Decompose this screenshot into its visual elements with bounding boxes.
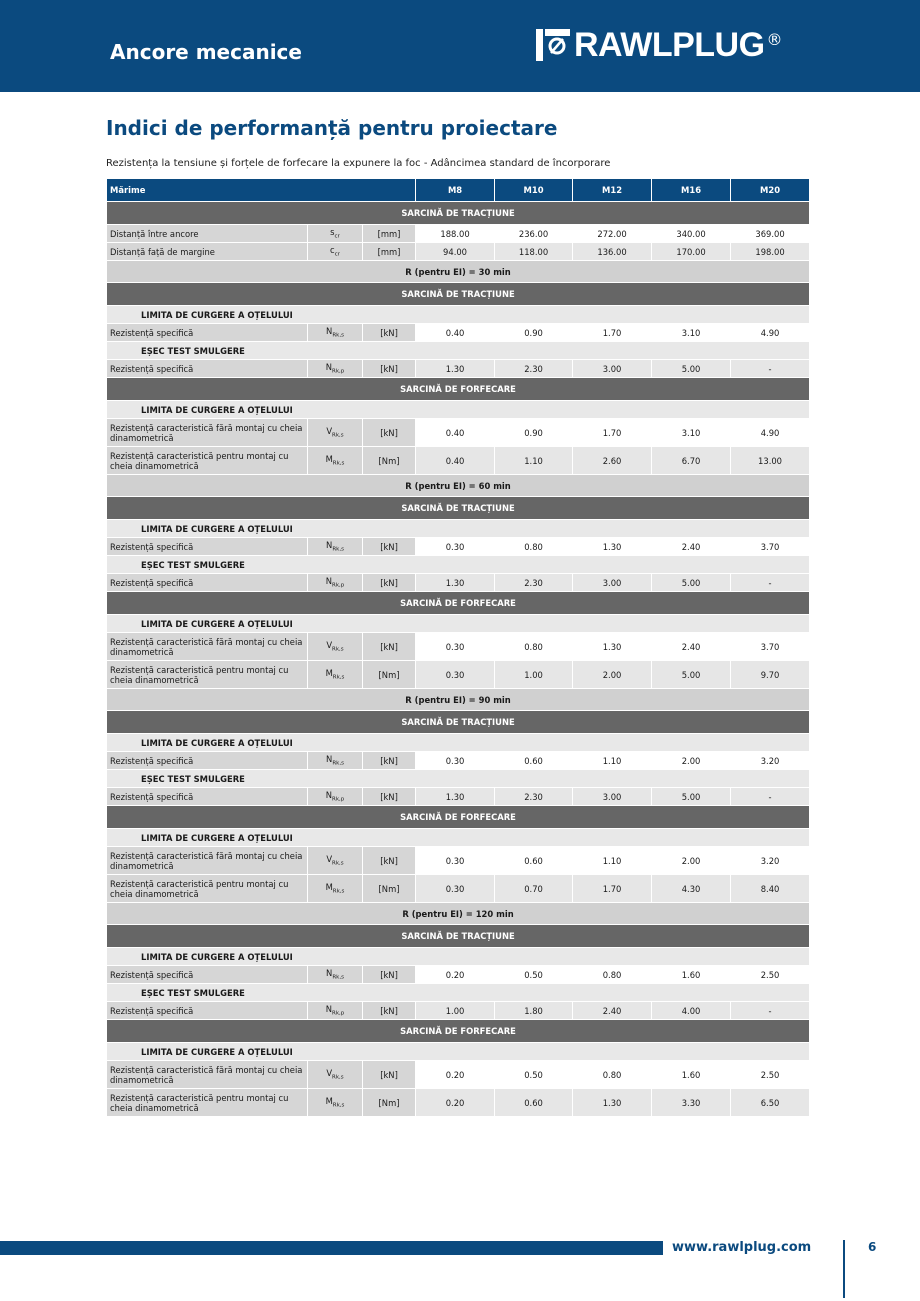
fire-rating-band xyxy=(107,689,810,711)
row-symbol: $V_{Rk,s}$ xyxy=(308,1061,363,1089)
subsection-heading-label: LIMITA DE CURGERE A OȚELULUI xyxy=(107,734,810,752)
size-header: Mărime xyxy=(107,179,416,202)
row-unit: [kN] xyxy=(363,1061,416,1089)
table-row xyxy=(107,1002,810,1020)
row-label: Rezistență specifică xyxy=(107,1002,308,1020)
section-banner xyxy=(107,1020,810,1043)
cell-value: 170.00 xyxy=(652,243,731,261)
cell-value: 1.70 xyxy=(573,875,652,903)
cell-value: 1.00 xyxy=(495,661,573,689)
subsection-heading xyxy=(107,984,810,1002)
subsection-heading xyxy=(107,342,810,360)
cell-value: 0.90 xyxy=(495,419,573,447)
table-row xyxy=(107,419,810,447)
subsection-heading xyxy=(107,734,810,752)
subsection-heading-label: EȘEC TEST SMULGERE xyxy=(107,342,810,360)
page-header xyxy=(0,0,920,92)
row-label: Rezistență caracteristică pentru montaj cu cheia dinamometrică xyxy=(107,875,308,903)
table-row xyxy=(107,324,810,342)
cell-value: 1.10 xyxy=(495,447,573,475)
row-unit: [mm] xyxy=(363,243,416,261)
cell-value: 5.00 xyxy=(652,574,731,592)
page-number: 6 xyxy=(868,1240,877,1254)
cell-value: 2.00 xyxy=(573,661,652,689)
cell-value: 4.30 xyxy=(652,875,731,903)
size-col-m10: M10 xyxy=(495,179,573,202)
row-unit: [kN] xyxy=(363,788,416,806)
table-row xyxy=(107,847,810,875)
section-banner xyxy=(107,283,810,306)
section-banner xyxy=(107,497,810,520)
row-symbol: $M_{Rk,s}$ xyxy=(308,1089,363,1117)
table-row xyxy=(107,875,810,903)
table-row xyxy=(107,1061,810,1089)
section-banner xyxy=(107,925,810,948)
performance-table xyxy=(106,178,810,1117)
row-unit: [kN] xyxy=(363,574,416,592)
table-row xyxy=(107,661,810,689)
row-label: Rezistență caracteristică pentru montaj cu cheia dinamometrică xyxy=(107,661,308,689)
cell-value: - xyxy=(731,1002,810,1020)
cell-value: 1.10 xyxy=(573,847,652,875)
table-row xyxy=(107,574,810,592)
cell-value: - xyxy=(731,574,810,592)
subsection-heading-label: EȘEC TEST SMULGERE xyxy=(107,556,810,574)
cell-value: - xyxy=(731,788,810,806)
cell-value: 1.30 xyxy=(573,538,652,556)
cell-value: 5.00 xyxy=(652,360,731,378)
banner-label: SARCINĂ DE TRACȚIUNE xyxy=(107,202,810,225)
cell-value: - xyxy=(731,360,810,378)
cell-value: 0.50 xyxy=(495,1061,573,1089)
row-unit: [kN] xyxy=(363,360,416,378)
row-label: Distanță față de margine xyxy=(107,243,308,261)
size-col-m12: M12 xyxy=(573,179,652,202)
table-row xyxy=(107,788,810,806)
row-label: Rezistență caracteristică pentru montaj cu cheia dinamometrică xyxy=(107,1089,308,1117)
subsection-heading xyxy=(107,948,810,966)
cell-value: 0.80 xyxy=(495,633,573,661)
row-unit: [kN] xyxy=(363,1002,416,1020)
row-symbol: $c_{cr}$ xyxy=(308,243,363,261)
cell-value: 3.70 xyxy=(731,538,810,556)
subsection-heading-label: EȘEC TEST SMULGERE xyxy=(107,770,810,788)
cell-value: 1.80 xyxy=(495,1002,573,1020)
table-row xyxy=(107,538,810,556)
row-unit: [kN] xyxy=(363,966,416,984)
cell-value: 4.00 xyxy=(652,1002,731,1020)
brand-name: RAWLPLUG xyxy=(574,26,765,64)
cell-value: 3.00 xyxy=(573,574,652,592)
cell-value: 4.90 xyxy=(731,324,810,342)
cell-value: 2.60 xyxy=(573,447,652,475)
section-banner-label: SARCINĂ DE TRACȚIUNE xyxy=(107,497,810,520)
cell-value: 9.70 xyxy=(731,661,810,689)
subsection-heading-label: LIMITA DE CURGERE A OȚELULUI xyxy=(107,401,810,419)
subsection-heading xyxy=(107,615,810,633)
cell-value: 1.00 xyxy=(416,1002,495,1020)
row-symbol: $N_{Rk,p}$ xyxy=(308,574,363,592)
cell-value: 0.30 xyxy=(416,538,495,556)
cell-value: 3.10 xyxy=(652,324,731,342)
row-symbol: $N_{Rk,s}$ xyxy=(308,966,363,984)
cell-value: 0.60 xyxy=(495,1089,573,1117)
rawlplug-logo xyxy=(536,28,783,62)
subsection-heading-label: LIMITA DE CURGERE A OȚELULUI xyxy=(107,1043,810,1061)
row-symbol: $N_{Rk,s}$ xyxy=(308,752,363,770)
subsection-heading xyxy=(107,401,810,419)
cell-value: 3.10 xyxy=(652,419,731,447)
cell-value: 0.30 xyxy=(416,661,495,689)
page-title: Indici de performanță pentru proiectare xyxy=(106,116,558,140)
row-symbol: $N_{Rk,s}$ xyxy=(308,324,363,342)
subsection-heading xyxy=(107,1043,810,1061)
cell-value: 2.50 xyxy=(731,1061,810,1089)
row-symbol: $M_{Rk,s}$ xyxy=(308,661,363,689)
cell-value: 6.70 xyxy=(652,447,731,475)
cell-value: 0.80 xyxy=(573,1061,652,1089)
row-symbol: $V_{Rk,s}$ xyxy=(308,633,363,661)
cell-value: 118.00 xyxy=(495,243,573,261)
cell-value: 1.30 xyxy=(573,633,652,661)
section-banner-label: SARCINĂ DE TRACȚIUNE xyxy=(107,925,810,948)
row-unit: [Nm] xyxy=(363,875,416,903)
size-col-m16: M16 xyxy=(652,179,731,202)
cell-value: 2.30 xyxy=(495,574,573,592)
cell-value: 0.60 xyxy=(495,752,573,770)
cell-value: 94.00 xyxy=(416,243,495,261)
cell-value: 369.00 xyxy=(731,225,810,243)
table-row xyxy=(107,360,810,378)
cell-value: 0.60 xyxy=(495,847,573,875)
cell-value: 1.70 xyxy=(573,419,652,447)
cell-value: 272.00 xyxy=(573,225,652,243)
cell-value: 0.90 xyxy=(495,324,573,342)
row-label: Rezistență caracteristică fără montaj cu cheia dinamometrică xyxy=(107,1061,308,1089)
footer-website-link[interactable]: www.rawlplug.com xyxy=(672,1240,812,1255)
table-row xyxy=(107,225,810,243)
cell-value: 198.00 xyxy=(731,243,810,261)
row-unit: [kN] xyxy=(363,419,416,447)
table-row xyxy=(107,1089,810,1117)
cell-value: 3.20 xyxy=(731,752,810,770)
row-label: Rezistență caracteristică fără montaj cu cheia dinamometrică xyxy=(107,633,308,661)
cell-value: 3.00 xyxy=(573,788,652,806)
cell-value: 0.40 xyxy=(416,419,495,447)
row-unit: [Nm] xyxy=(363,661,416,689)
cell-value: 1.30 xyxy=(416,574,495,592)
subsection-heading xyxy=(107,829,810,847)
row-unit: [Nm] xyxy=(363,1089,416,1117)
row-label: Rezistență caracteristică fără montaj cu cheia dinamometrică xyxy=(107,847,308,875)
table-row xyxy=(107,447,810,475)
cell-value: 13.00 xyxy=(731,447,810,475)
section-banner xyxy=(107,202,810,225)
table-row xyxy=(107,243,810,261)
table-row xyxy=(107,966,810,984)
cell-value: 0.50 xyxy=(495,966,573,984)
row-symbol: $N_{Rk,p}$ xyxy=(308,788,363,806)
row-unit: [Nm] xyxy=(363,447,416,475)
section-banner xyxy=(107,378,810,401)
cell-value: 3.20 xyxy=(731,847,810,875)
cell-value: 4.90 xyxy=(731,419,810,447)
fire-rating-band xyxy=(107,475,810,497)
subsection-heading-label: LIMITA DE CURGERE A OȚELULUI xyxy=(107,306,810,324)
registered-mark: ® xyxy=(766,30,783,49)
cell-value: 5.00 xyxy=(652,788,731,806)
cell-value: 2.30 xyxy=(495,360,573,378)
cell-value: 0.80 xyxy=(495,538,573,556)
size-col-m20: M20 xyxy=(731,179,810,202)
section-banner-label: SARCINĂ DE FORFECARE xyxy=(107,378,810,401)
table-row xyxy=(107,633,810,661)
cell-value: 0.40 xyxy=(416,324,495,342)
cell-value: 0.30 xyxy=(416,875,495,903)
row-symbol: $M_{Rk,s}$ xyxy=(308,875,363,903)
cell-value: 3.70 xyxy=(731,633,810,661)
cell-value: 2.40 xyxy=(652,633,731,661)
section-banner-label: SARCINĂ DE TRACȚIUNE xyxy=(107,711,810,734)
row-unit: [kN] xyxy=(363,633,416,661)
subsection-heading xyxy=(107,306,810,324)
cell-value: 8.40 xyxy=(731,875,810,903)
row-label: Rezistență specifică xyxy=(107,788,308,806)
section-banner xyxy=(107,711,810,734)
row-label: Distanță între ancore xyxy=(107,225,308,243)
cell-value: 0.30 xyxy=(416,847,495,875)
fire-rating-band-label: R (pentru EI) = 120 min xyxy=(107,903,810,925)
cell-value: 0.20 xyxy=(416,1089,495,1117)
footer-divider xyxy=(843,1240,845,1298)
fire-rating-band-label: R (pentru EI) = 90 min xyxy=(107,689,810,711)
cell-value: 1.30 xyxy=(416,788,495,806)
row-unit: [mm] xyxy=(363,225,416,243)
size-col-m8: M8 xyxy=(416,179,495,202)
cell-value: 5.00 xyxy=(652,661,731,689)
subsection-heading-label: LIMITA DE CURGERE A OȚELULUI xyxy=(107,829,810,847)
cell-value: 2.00 xyxy=(652,847,731,875)
cell-value: 2.40 xyxy=(573,1002,652,1020)
subsection-heading-label: EȘEC TEST SMULGERE xyxy=(107,984,810,1002)
rawlplug-mark-icon xyxy=(536,29,570,61)
cell-value: 0.40 xyxy=(416,447,495,475)
row-symbol: $M_{Rk,s}$ xyxy=(308,447,363,475)
cell-value: 3.30 xyxy=(652,1089,731,1117)
section-banner-label: SARCINĂ DE FORFECARE xyxy=(107,1020,810,1043)
cell-value: 2.30 xyxy=(495,788,573,806)
row-unit: [kN] xyxy=(363,324,416,342)
cell-value: 340.00 xyxy=(652,225,731,243)
section-title: Ancore mecanice xyxy=(110,40,302,64)
row-label: Rezistență specifică xyxy=(107,574,308,592)
cell-value: 136.00 xyxy=(573,243,652,261)
section-banner xyxy=(107,592,810,615)
cell-value: 188.00 xyxy=(416,225,495,243)
fire-rating-band xyxy=(107,261,810,283)
fire-rating-band-label: R (pentru EI) = 60 min xyxy=(107,475,810,497)
cell-value: 1.60 xyxy=(652,966,731,984)
row-label: Rezistență specifică xyxy=(107,752,308,770)
cell-value: 236.00 xyxy=(495,225,573,243)
row-unit: [kN] xyxy=(363,538,416,556)
table-row xyxy=(107,752,810,770)
row-symbol: $N_{Rk,s}$ xyxy=(308,538,363,556)
row-symbol: $N_{Rk,p}$ xyxy=(308,1002,363,1020)
row-label: Rezistență caracteristică fără montaj cu cheia dinamometrică xyxy=(107,419,308,447)
section-banner xyxy=(107,806,810,829)
cell-value: 2.50 xyxy=(731,966,810,984)
row-label: Rezistență specifică xyxy=(107,966,308,984)
cell-value: 0.80 xyxy=(573,966,652,984)
table-caption: Rezistența la tensiune și forțele de forfecare la expunere la foc - Adâncimea standard de încorporare xyxy=(106,158,611,169)
cell-value: 2.00 xyxy=(652,752,731,770)
cell-value: 0.30 xyxy=(416,633,495,661)
fire-rating-band-label: R (pentru EI) = 30 min xyxy=(107,261,810,283)
fire-rating-band xyxy=(107,903,810,925)
subsection-heading xyxy=(107,556,810,574)
table-header-row xyxy=(107,179,810,202)
cell-value: 1.30 xyxy=(573,1089,652,1117)
cell-value: 2.40 xyxy=(652,538,731,556)
subsection-heading xyxy=(107,770,810,788)
cell-value: 0.20 xyxy=(416,966,495,984)
row-label: Rezistență caracteristică pentru montaj cu cheia dinamometrică xyxy=(107,447,308,475)
row-symbol: $s_{cr}$ xyxy=(308,225,363,243)
subsection-heading-label: LIMITA DE CURGERE A OȚELULUI xyxy=(107,615,810,633)
row-label: Rezistență specifică xyxy=(107,360,308,378)
cell-value: 0.30 xyxy=(416,752,495,770)
footer-bar xyxy=(0,1241,663,1255)
cell-value: 1.70 xyxy=(573,324,652,342)
row-label: Rezistență specifică xyxy=(107,538,308,556)
row-label: Rezistență specifică xyxy=(107,324,308,342)
subsection-heading-label: LIMITA DE CURGERE A OȚELULUI xyxy=(107,948,810,966)
cell-value: 6.50 xyxy=(731,1089,810,1117)
subsection-heading-label: LIMITA DE CURGERE A OȚELULUI xyxy=(107,520,810,538)
row-unit: [kN] xyxy=(363,752,416,770)
section-banner-label: SARCINĂ DE FORFECARE xyxy=(107,806,810,829)
section-banner-label: SARCINĂ DE TRACȚIUNE xyxy=(107,283,810,306)
cell-value: 1.60 xyxy=(652,1061,731,1089)
cell-value: 3.00 xyxy=(573,360,652,378)
cell-value: 1.10 xyxy=(573,752,652,770)
cell-value: 1.30 xyxy=(416,360,495,378)
row-symbol: $V_{Rk,s}$ xyxy=(308,847,363,875)
row-symbol: $N_{Rk,p}$ xyxy=(308,360,363,378)
subsection-heading xyxy=(107,520,810,538)
section-banner-label: SARCINĂ DE FORFECARE xyxy=(107,592,810,615)
cell-value: 0.20 xyxy=(416,1061,495,1089)
cell-value: 0.70 xyxy=(495,875,573,903)
row-unit: [kN] xyxy=(363,847,416,875)
row-symbol: $V_{Rk,s}$ xyxy=(308,419,363,447)
